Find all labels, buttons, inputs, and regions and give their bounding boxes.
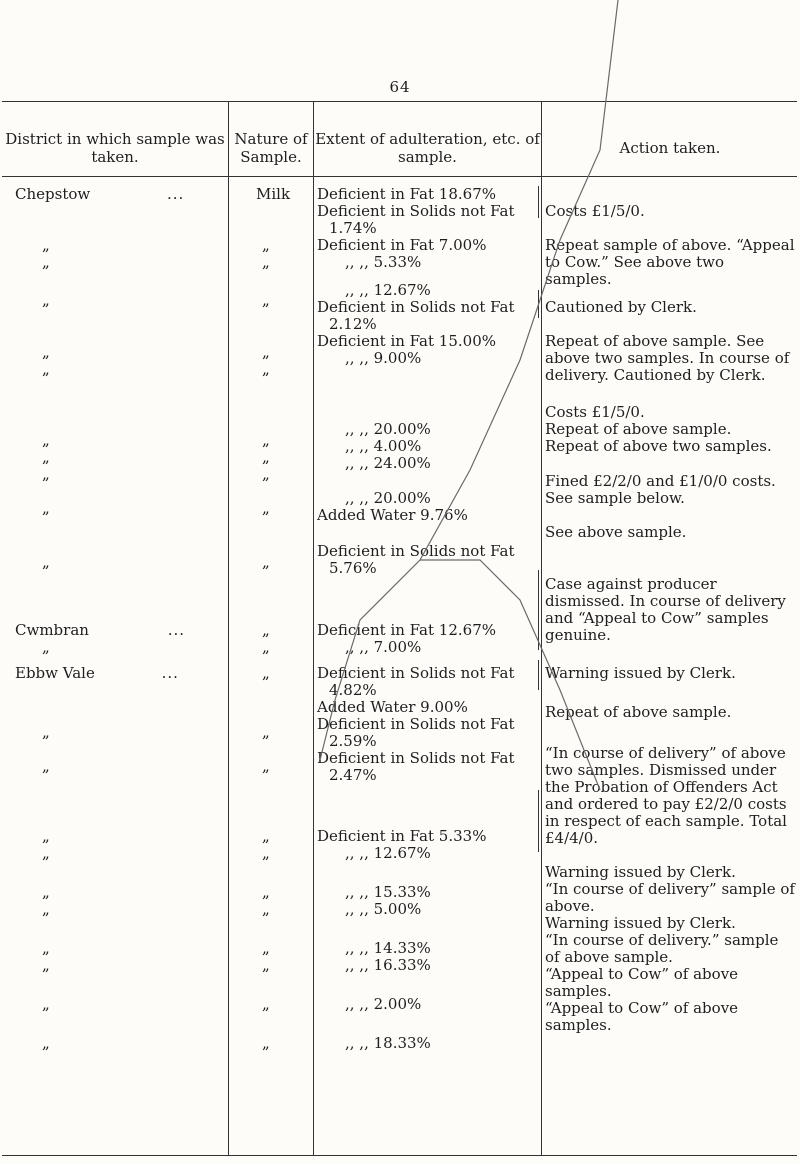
district-ditto: „ <box>42 827 50 845</box>
extent-line: Added Water 9.00% <box>317 698 468 716</box>
action-note: “Appeal to Cow” of above samples. <box>545 999 739 1034</box>
action-note: Warning issued by Clerk. <box>545 664 736 682</box>
district-cwmbran: Cwmbran ... <box>15 621 186 639</box>
header-action: Action taken. <box>619 139 721 157</box>
diagonal-stroke <box>420 560 600 790</box>
nature-ditto: „ <box>262 291 270 309</box>
extent-line: Deficient in Fat 5.33% <box>317 827 487 845</box>
district-ditto: „ <box>42 236 50 254</box>
action-note: “In course of delivery” of above two samples. Dismissed under the Probation of Offenders Act and ordered to pay £2/2/0 costs in respect of each sample. Total £4/4/0. <box>545 744 787 847</box>
extent-line: ,, ,, 4.00% <box>345 437 422 455</box>
nature-ditto: „ <box>262 499 270 517</box>
nature-ditto: „ <box>262 1034 270 1052</box>
district-ditto: „ <box>42 291 50 309</box>
extent-line: ,, ,, 5.33% <box>345 253 422 271</box>
action-note: “In course of delivery” sample of above. <box>545 880 795 915</box>
nature-ditto: „ <box>262 253 270 271</box>
action-note: Costs £1/5/0. <box>545 202 645 220</box>
extent-line: 4.82% <box>329 681 377 699</box>
diagonal-stroke <box>320 0 618 760</box>
nature-ditto: „ <box>262 757 270 775</box>
extent-line: 5.76% <box>329 559 377 577</box>
nature-ditto: „ <box>262 844 270 862</box>
header-district: District in which sample was taken. <box>5 130 225 166</box>
action-note: Costs £1/5/0. <box>545 403 645 421</box>
district-ditto: „ <box>42 638 50 656</box>
extent-line: 2.47% <box>329 766 377 784</box>
nature-ditto: „ <box>262 431 270 449</box>
extent-line: 2.12% <box>329 315 377 333</box>
nature-ditto: „ <box>262 900 270 918</box>
extent-line: Deficient in Solids not Fat <box>317 542 515 560</box>
extent-line: Deficient in Fat 18.67% <box>317 185 496 203</box>
extent-line: ,, ,, 24.00% <box>345 454 431 472</box>
extent-line: Deficient in Fat 12.67% <box>317 621 496 639</box>
extent-line: ,, ,, 7.00% <box>345 638 422 656</box>
action-note: Warning issued by Clerk. <box>545 914 736 932</box>
nature-ditto: „ <box>262 465 270 483</box>
nature-ditto: „ <box>262 360 270 378</box>
nature-ditto: „ <box>262 883 270 901</box>
district-ditto: „ <box>42 253 50 271</box>
district-ditto: „ <box>42 499 50 517</box>
extent-line: Deficient in Solids not Fat <box>317 715 515 733</box>
page-number: 64 <box>389 78 411 96</box>
header-extent: Extent of adulteration, etc. of sample. <box>315 130 540 166</box>
district-ditto: „ <box>42 465 50 483</box>
extent-line: ,, ,, 12.67% <box>345 844 431 862</box>
action-note: See above sample. <box>545 523 687 541</box>
action-note: Case against producer dismissed. In course of delivery and “Appeal to Cow” samples genuine. <box>545 575 786 644</box>
district-ditto: „ <box>42 844 50 862</box>
action-note: Cautioned by Clerk. <box>545 298 697 316</box>
extent-line: ,, ,, 15.33% <box>345 883 431 901</box>
extent-line: Deficient in Fat 15.00% <box>317 332 496 350</box>
action-note: Repeat of above sample. See above two samples. In course of delivery. Cautioned by Clerk. <box>545 332 790 384</box>
extent-line: Added Water 9.76% <box>317 506 468 524</box>
nature-ditto: „ <box>262 827 270 845</box>
extent-line: Deficient in Fat 7.00% <box>317 236 487 254</box>
action-note: Warning issued by Clerk. <box>545 863 736 881</box>
nature-ditto: „ <box>262 638 270 656</box>
action-note: Fined £2/2/0 and £1/0/0 costs. See sample below. <box>545 472 776 507</box>
district-ditto: „ <box>42 360 50 378</box>
district-ebbw-vale: Ebbw Vale ... <box>15 664 179 682</box>
action-note: Repeat of above sample. <box>545 420 732 438</box>
district-ditto: „ <box>42 343 50 361</box>
district-ditto: „ <box>42 995 50 1013</box>
extent-line: ,, ,, 2.00% <box>345 995 422 1013</box>
action-note: “In course of delivery.” sample of above sample. <box>545 931 779 966</box>
extent-line: ,, ,, 9.00% <box>345 349 422 367</box>
nature-ditto: „ <box>262 553 270 571</box>
action-note: Repeat sample of above. “Appeal to Cow.” See above two samples. <box>545 236 795 288</box>
nature-ditto: „ <box>262 995 270 1013</box>
nature-ditto: „ <box>262 343 270 361</box>
district-ditto: „ <box>42 448 50 466</box>
action-note: Repeat of above two samples. <box>545 437 772 455</box>
district-ditto: „ <box>42 431 50 449</box>
nature-ditto: „ <box>262 956 270 974</box>
nature-ditto: „ <box>262 664 270 682</box>
action-note: “Appeal to Cow” of above samples. <box>545 965 739 1000</box>
district-ditto: „ <box>42 900 50 918</box>
header-nature: Nature of Sample. <box>234 130 308 166</box>
nature-ditto: „ <box>262 939 270 957</box>
nature-ditto: „ <box>262 621 270 639</box>
district-ditto: „ <box>42 723 50 741</box>
extent-line: Deficient in Solids not Fat <box>317 202 515 220</box>
nature-ditto: „ <box>262 723 270 741</box>
extent-line: ,, ,, 14.33% <box>345 939 431 957</box>
district-ditto: „ <box>42 553 50 571</box>
action-note: Repeat of above sample. <box>545 703 732 721</box>
nature-ditto: „ <box>262 448 270 466</box>
extent-line: 2.59% <box>329 732 377 750</box>
district-ditto: „ <box>42 1034 50 1052</box>
extent-line: ,, ,, 16.33% <box>345 956 431 974</box>
extent-line: Deficient in Solids not Fat <box>317 749 515 767</box>
extent-line: 1.74% <box>329 219 377 237</box>
extent-line: ,, ,, 18.33% <box>345 1034 431 1052</box>
district-ditto: „ <box>42 939 50 957</box>
nature-milk: Milk <box>256 185 291 203</box>
district-ditto: „ <box>42 956 50 974</box>
district-ditto: „ <box>42 757 50 775</box>
extent-line: ,, ,, 12.67% <box>345 281 431 299</box>
district-chepstow: Chepstow ... <box>15 185 185 203</box>
extent-line: Deficient in Solids not Fat <box>317 298 515 316</box>
nature-ditto: „ <box>262 236 270 254</box>
extent-line: ,, ,, 20.00% <box>345 489 431 507</box>
extent-line: Deficient in Solids not Fat <box>317 664 515 682</box>
extent-line: ,, ,, 5.00% <box>345 900 422 918</box>
extent-line: ,, ,, 20.00% <box>345 420 431 438</box>
district-ditto: „ <box>42 883 50 901</box>
